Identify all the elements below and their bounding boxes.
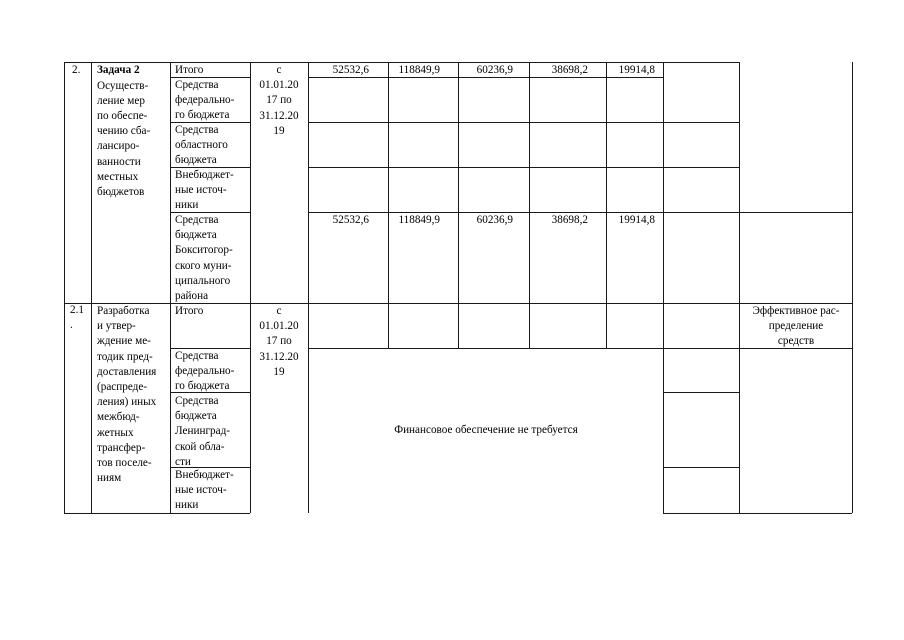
grid-line-vertical <box>170 62 171 513</box>
task-description: тодик пред- <box>97 350 153 363</box>
grid-line-vertical <box>606 62 607 348</box>
task-description: межбюд- <box>97 411 140 424</box>
value-cell: 118849,9 <box>398 64 440 76</box>
task-description: бюджетов <box>97 185 145 198</box>
funding-source-label: го бюджета <box>175 380 230 393</box>
value-cell: 19914,8 <box>618 214 655 226</box>
funding-source-label: ского муни- <box>175 259 232 272</box>
funding-source-label: Итого <box>175 64 204 76</box>
funding-source-label: Внебюджет- <box>175 169 234 181</box>
period-text: 17 по <box>266 94 292 107</box>
funding-source-label: федерально- <box>175 365 235 378</box>
period-text: 17 по <box>266 335 292 348</box>
period-text: с <box>276 305 282 317</box>
task-title: Задача 2 <box>97 64 140 76</box>
grid-line-vertical <box>308 62 309 513</box>
funding-source-label: ской обла- <box>175 440 225 453</box>
grid-line-horizontal <box>663 392 739 393</box>
grid-line-vertical <box>388 62 389 348</box>
grid-line-vertical <box>529 62 530 348</box>
funding-source-label: ники <box>175 199 199 212</box>
value-cell: 52532,6 <box>332 214 369 226</box>
funding-source-label: Средства <box>175 350 219 362</box>
value-cell: 38698,2 <box>551 214 588 226</box>
expected-result: средств <box>777 335 815 348</box>
task-description: ниям <box>97 472 122 485</box>
grid-line-horizontal <box>308 122 739 123</box>
task-description: лансиро- <box>97 140 140 153</box>
value-cell: 19914,8 <box>618 64 655 76</box>
task-description: местных <box>97 170 139 183</box>
task-description: трансфер- <box>97 441 146 454</box>
funding-source-label: ные источ- <box>175 184 227 197</box>
funding-source-label: го бюджета <box>175 109 230 122</box>
funding-source-label: Внебюджет- <box>175 469 234 481</box>
table-bottom-border <box>64 513 250 514</box>
expected-result: Эффективное рас- <box>752 305 840 317</box>
table-right-border <box>852 62 853 513</box>
period-text: 19 <box>273 124 285 137</box>
funding-source-label: ники <box>175 499 199 512</box>
value-cell: 52532,6 <box>332 64 369 76</box>
value-cell: 38698,2 <box>551 64 588 76</box>
funding-source-label: Средства <box>175 214 219 226</box>
task-description: Осуществ- <box>97 79 149 92</box>
funding-source-label: бюджета <box>175 410 217 423</box>
period-text: 01.01.20 <box>259 320 299 333</box>
grid-line-vertical <box>739 62 740 513</box>
value-cell: 60236,9 <box>476 64 513 76</box>
period-text: 01.01.20 <box>259 79 299 92</box>
row-number: 2. <box>72 64 81 76</box>
period-text: 31.12.20 <box>259 350 299 363</box>
grid-line-vertical <box>91 62 92 513</box>
funding-source-label: областного <box>175 139 228 152</box>
task-description: чению сба- <box>97 125 151 138</box>
grid-line-vertical <box>663 62 664 513</box>
task-description: ждение ме- <box>97 335 151 348</box>
funding-source-label: бюджета <box>175 154 217 167</box>
grid-line-vertical <box>458 62 459 348</box>
funding-source-label: ные источ- <box>175 484 227 497</box>
task-description: ванности <box>97 155 141 168</box>
funding-source-label: Средства <box>175 124 219 136</box>
value-cell: 118849,9 <box>398 214 440 226</box>
value-cell: 60236,9 <box>476 214 513 226</box>
funding-source-label: федерально- <box>175 94 235 107</box>
period-text: 31.12.20 <box>259 109 299 122</box>
row-number: 2.1 <box>70 304 84 316</box>
period-text: 19 <box>273 365 285 378</box>
funding-source-label: Итого <box>175 305 204 317</box>
funding-source-label: Бокситогор- <box>175 244 233 257</box>
funding-source-label: Средства <box>175 395 219 407</box>
task-description: тов поселе- <box>97 457 152 469</box>
funding-source-label: бюджета <box>175 229 217 242</box>
task-description: Разработка <box>97 305 150 317</box>
funding-source-label: района <box>175 290 209 302</box>
task-description: (распреде- <box>97 381 148 393</box>
expected-result: пределение <box>768 320 824 333</box>
table-bottom-border <box>663 513 852 514</box>
task-description: ление мер <box>97 94 145 107</box>
task-description: доставления <box>97 365 157 378</box>
task-description: по обеспе- <box>97 109 148 122</box>
task-description: и утвер- <box>97 320 136 333</box>
funding-source-label: сти <box>175 455 191 468</box>
funding-source-label: ципального <box>175 274 231 287</box>
funding-source-label: Ленинград- <box>175 425 231 438</box>
funding-source-label: Средства <box>175 79 219 91</box>
task-description: жетных <box>97 426 134 439</box>
row-number: . <box>70 319 73 331</box>
grid-line-horizontal <box>663 467 739 468</box>
period-text: с <box>276 64 282 76</box>
task-description: ления) иных <box>97 396 157 409</box>
grid-line-horizontal <box>308 167 739 168</box>
funding-note: Финансовое обеспечение не требуется <box>394 424 578 436</box>
table-left-border <box>64 62 65 513</box>
